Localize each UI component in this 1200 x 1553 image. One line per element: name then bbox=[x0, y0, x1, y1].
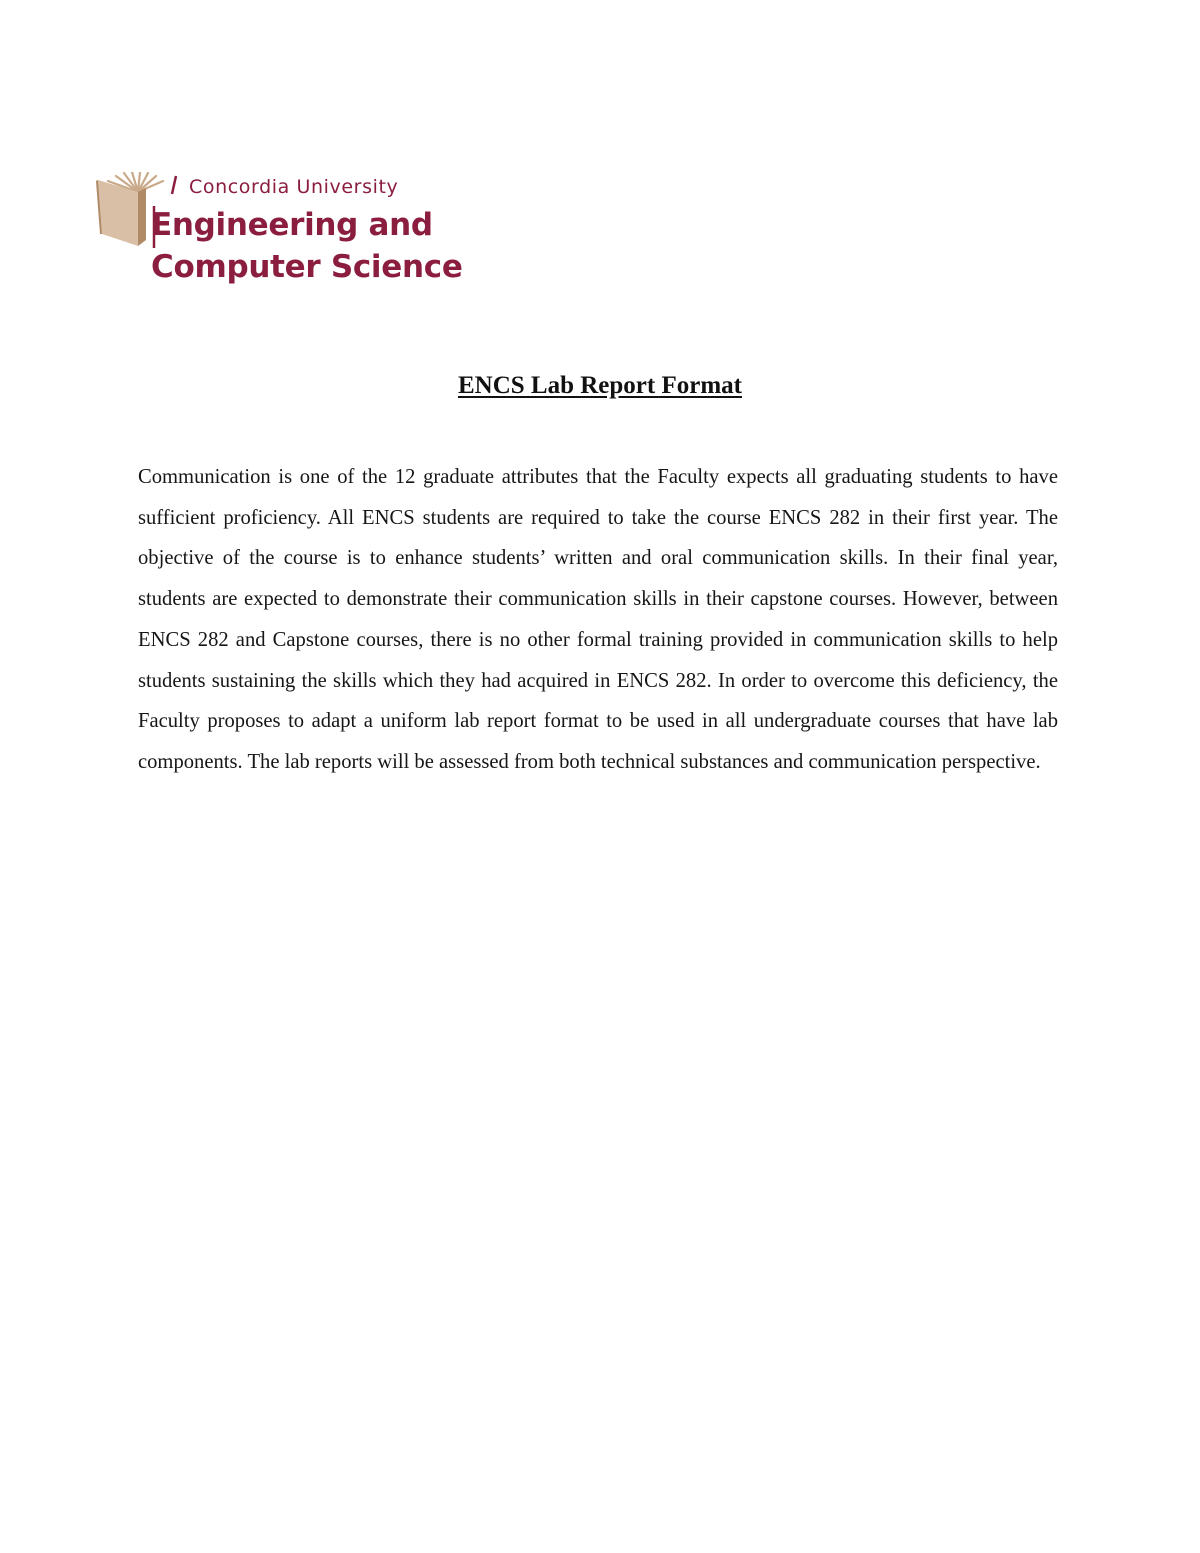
concordia-encs-logo bbox=[96, 170, 476, 290]
logo-faculty-name bbox=[151, 204, 463, 288]
body-paragraph: Communication is one of the 12 graduate attributes that the Faculty expects all graduating students to have sufficient proficiency. All ENCS students are required to take the course ENCS 282 in their first year. The objective of the course is to enhance students’ written and oral communication skills. In their final year, students are expected to demonstrate their communication skills in their capstone courses. However, between ENCS 282 and Capstone courses, there is no other formal training provided in communication skills to help students sustaining the skills which they had acquired in ENCS 282. In order to overcome this deficiency, the Faculty proposes to adapt a uniform lab report format to be used in all undergraduate courses that have lab components. The lab reports will be assessed from both technical substances and communication perspective. bbox=[138, 466, 1058, 773]
logo-faculty-line1: Engineering and bbox=[151, 207, 433, 243]
document-title: ENCS Lab Report Format bbox=[457, 372, 742, 399]
logo-faculty-line2: Computer Science bbox=[151, 249, 463, 285]
logo-university-name: Concordia University bbox=[189, 176, 399, 198]
